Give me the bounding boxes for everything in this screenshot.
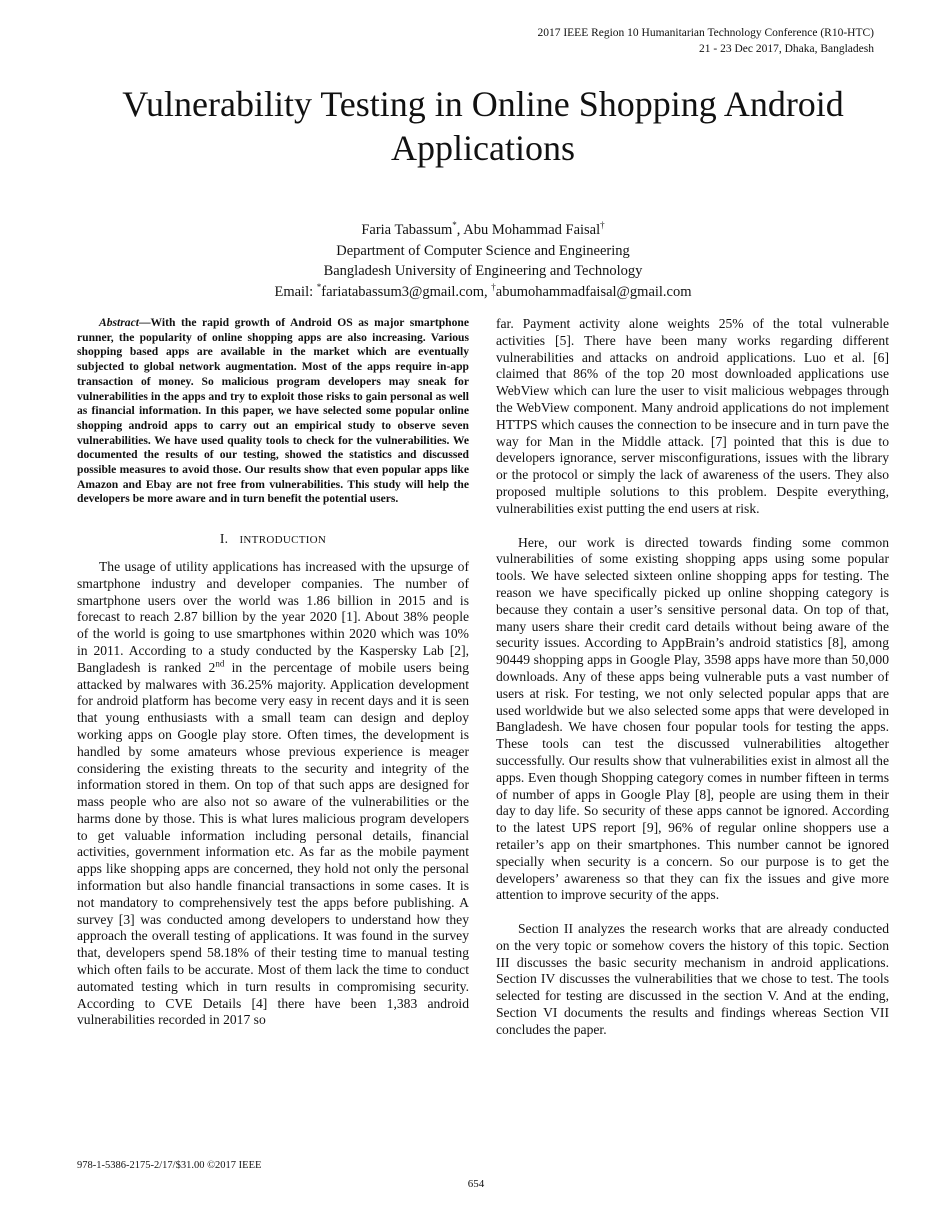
- section-title: INTRODUCTION: [239, 534, 327, 547]
- section-number: I.: [219, 531, 229, 547]
- section-heading: [77, 531, 469, 549]
- email-2: abumohammadfaisal@gmail.com: [495, 283, 692, 300]
- author-block: [60, 220, 906, 302]
- intro-paragraph-2: Here, our work is directed towards finding some common vulnerabilities of some existing shopping apps using some popular tools. We have selected sixteen online shopping apps for testing. The reason we have specifically picked up online shopping category is because they contain a user’s sensitive personal data. On top of that, many users share their credit card details without being aware of the security issues. According to AppBrain’s android statistics [8], among 90449 shopping apps in Google Play, 3598 apps have more than 50,000 downloads. Any of these apps being vulnerable puts a vast number of users at risk. For testing, we not only selected popular apps that are used worldwide but we also selected some apps that were developed in Bangladesh. We have chosen four popular tools for testing the apps. These tools can test the discussed vulnerabilities altogether successfully. Our results show that vulnerabilities exist in almost all the apps. Even though Shopping category comes in number fifteen in terms of number of apps in Google Play [8], people are using them in their day to day life. So security of these apps cannot be ignored. According to the latest UPS report [9], 96% of regular online shoppers use a retailer’s app on their smartphones. This number cannot be ignored specially when security is a concern. So our purpose is to get the developers’ awareness so that they can fix the issues and give more attention to improve security of the apps.: [496, 534, 889, 903]
- email-line: [60, 282, 906, 303]
- author-2-mark: †: [600, 220, 605, 231]
- author-1-mark: *: [452, 220, 457, 231]
- left-column: [77, 316, 469, 1029]
- right-column: [496, 316, 889, 1039]
- intro-text-part1: The usage of utility applications has increased with the upsurge of smartphone industry and developer companies. The number of smartphone users over the world was 1.86 billion in 2015 and is forecast to reach 2.87 billion by the year 2020 [1]. About 38% people of the world is going to use smartphones within 2020 which was 10% in 2011. According to a study conducted by the Kaspersky Lab [2], Bangladesh is ranked 2: [77, 558, 469, 675]
- author-2: Abu Mohammad Faisal: [463, 222, 601, 238]
- author-separator: ,: [456, 222, 464, 238]
- department: Department of Computer Science and Engineering: [336, 242, 630, 259]
- abstract-text: —With the rapid growth of Android OS as major smartphone runner, the popularity of online shopping apps are also increasing. Various shopping based apps are available in the market which are eventually subjected to global network augmentation. Most of the apps require in-app transaction of money. So malicious program developers may sneak for vulnerabilities in the apps and try to exploit those risks to gain personal as well as financial information. In this paper, we have selected some popular online shopping android apps to carry out an empirical study to observe seven vulnerabilities. We have used quality tools to check for the vulnerabilities. We documented the results of our testing, showed the statistics and discussed possible measures to avoid those. Our results show that even popular apps like Amazon and Ebay are not free from vulnerabilities. This study will help the developers be more aware and in turn benefit the potential users.: [77, 316, 469, 506]
- email-1-mark: *: [316, 281, 322, 292]
- intro-paragraph-1: [77, 559, 469, 1029]
- email-2-mark: †: [491, 281, 496, 292]
- isbn-footer: 978-1-5386-2175-2/17/$31.00 ©2017 IEEE: [77, 1160, 262, 1171]
- abstract-label: Abstract: [99, 316, 139, 329]
- intro-text-part2: in the percentage of mobile users being attacked by malwares with 36.25% majority. Application development for android platform has become very easy in recent days and it is seen that young enthusiasts with a small team can design and deploy working apps on Google play store. Often times, the development is handled by some amateurs whose previous experience is meager considering the existing threats to the security and integrity of the information stored in them. On top of that such apps are designed for mass people who are also not so aware of the vulnerabilities or the harms done by those. This is what lures malicious program developers to get valuable information including personal details, financial activities, government information etc. As far as the mobile payment apps like shopping apps are concerned, they hold not only the personal information but also handle financial transactions in some cases. It is not mandatory to comprehensively test the apps before publishing. A survey [3] was conducted among developers to understand how they approach the overall testing of applications. It was found in the survey that, developers spend 58.18% of their testing time to manual testing which often fails to be accurate. Most of them lack the time to conduct automated testing which in turn results in compromising security. According to CVE Details [4] there have been 1,383 android vulnerabilities recorded in 2017 so: [77, 659, 469, 1028]
- author-names: [60, 220, 906, 241]
- university: Bangladesh University of Engineering and Technology: [323, 263, 643, 279]
- conference-name: 2017 IEEE Region 10 Humanitarian Technology Conference (R10-HTC): [537, 27, 874, 39]
- paper-title: Vulnerability Testing in Online Shopping Android Applications: [122, 84, 844, 168]
- conference-dates: 21 - 23 Dec 2017, Dhaka, Bangladesh: [698, 42, 874, 55]
- intro-superscript: nd: [215, 658, 225, 669]
- email-label: Email:: [274, 283, 317, 300]
- author-1: Faria Tabassum: [361, 222, 453, 238]
- conference-header: [537, 26, 874, 57]
- abstract: [77, 316, 469, 507]
- intro-continuation: far. Payment activity alone weights 25% of the total vulnerable activities [5]. There have been many works regarding different vulnerabilities and attacks on android applications. Luo et al. [6] claimed that 86% of the top 20 most downloaded applications use WebView which can lure the user to visit malicious webpages through the WebView component. Many android applications do not implement HTTPS which causes the connection to be insecure and in turn pave the way for Man in the Middle attack. [7] pointed that this is due to developers ignorance, server misconfigurations, issues with the library or the protocol or simply the lack of awareness of the users. They also proposed multiple solutions to this problem. Despite everything, vulnerabilities exist putting the end users at risk.: [496, 316, 889, 516]
- page-number: 654: [467, 1178, 485, 1190]
- email-1: fariatabassum3@gmail.com,: [321, 283, 492, 300]
- intro-paragraph-3: Section II analyzes the research works that are already conducted on the very topic or somehow covers the history of this topic. Section III discusses the basic security mechanism in android applications. Section IV discusses the vulnerabilities that we chose to test. The tools selected for testing are discussed in the section V. And at the ending, Section VI documents the results and findings whereas Section VII concludes the paper.: [496, 921, 889, 1037]
